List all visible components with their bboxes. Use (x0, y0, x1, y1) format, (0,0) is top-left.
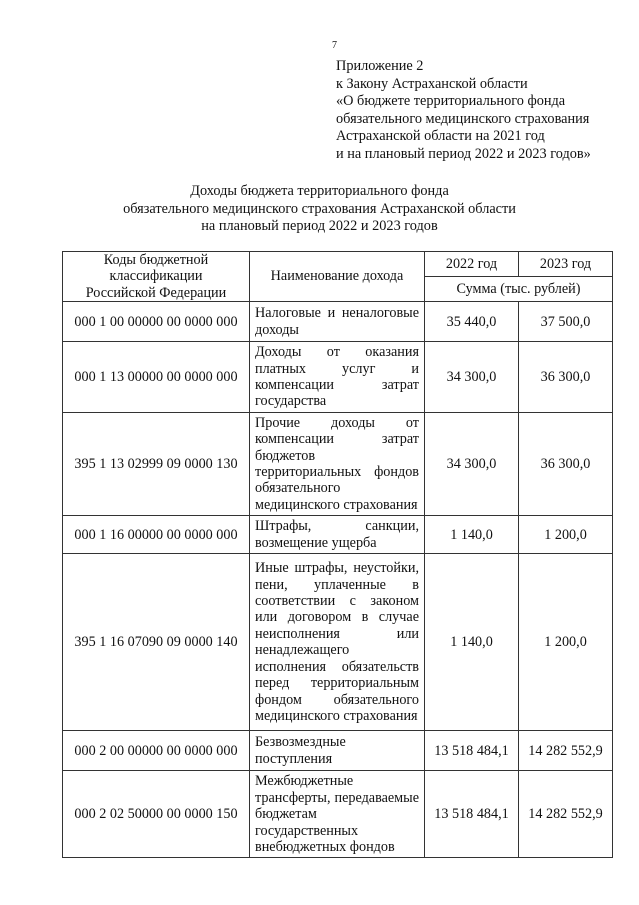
appendix-line: Приложение 2 (336, 58, 424, 74)
row-name: Иные штрафы, неустойки, пени, уплаченные в соответствии с законом или договором в случае неисполнения или ненадлежащего исполнения обязательств перед территориальным фондом обязательного медицинского страхования (250, 554, 425, 731)
codes-column-header: Коды бюджетной классификации Российской Федерации (63, 252, 250, 302)
row-code: 395 1 13 02999 09 0000 130 (63, 412, 250, 515)
row-code: 000 2 02 50000 00 0000 150 (63, 771, 250, 858)
row-value-2022: 13 518 484,1 (425, 771, 519, 858)
row-value-2022: 1 140,0 (425, 516, 519, 554)
row-value-2023: 36 300,0 (519, 342, 613, 413)
table-row (63, 771, 613, 858)
row-value-2023: 36 300,0 (519, 412, 613, 515)
table-row (63, 554, 613, 731)
appendix-line: обязательного медицинского страхования (336, 110, 590, 127)
sum-unit-header: Сумма (тыс. рублей) (425, 277, 613, 302)
row-name: Безвозмездные поступления (250, 731, 425, 771)
row-value-2023: 37 500,0 (519, 302, 613, 342)
row-value-2022: 35 440,0 (425, 302, 519, 342)
appendix-line: к Закону Астраханской области (336, 75, 528, 92)
title-line: обязательного медицинского страхования Астраханской области (123, 200, 516, 217)
year-2023-header: 2023 год (519, 252, 613, 277)
title-line: на плановый период 2022 и 2023 годов (201, 218, 438, 234)
row-value-2023: 14 282 552,9 (519, 731, 613, 771)
row-code: 000 1 13 00000 00 0000 000 (63, 342, 250, 413)
year-2022-header: 2022 год (425, 252, 519, 277)
row-name: Штрафы, санкции, возмещение ущерба (250, 516, 425, 554)
row-name: Межбюджетные трансферты, передаваемые бюджетам государственных внебюджетных фондов (250, 771, 425, 858)
table-row (63, 342, 613, 413)
name-column-header: Наименование дохода (250, 252, 425, 302)
table-row (63, 516, 613, 554)
row-name: Прочие доходы от компенсации затрат бюджетов территориальных фондов обязательного медицинского страхования (250, 412, 425, 515)
row-value-2023: 14 282 552,9 (519, 771, 613, 858)
title-line: Доходы бюджета территориального фонда (190, 183, 449, 199)
income-table (62, 251, 613, 858)
row-value-2023: 1 200,0 (519, 554, 613, 731)
row-value-2022: 34 300,0 (425, 412, 519, 515)
document-title (0, 183, 639, 236)
row-value-2022: 1 140,0 (425, 554, 519, 731)
row-code: 000 1 00 00000 00 0000 000 (63, 302, 250, 342)
row-name: Налоговые и неналоговые доходы (250, 302, 425, 342)
appendix-line: Астраханской области на 2021 год (336, 128, 545, 145)
row-value-2022: 34 300,0 (425, 342, 519, 413)
row-code: 395 1 16 07090 09 0000 140 (63, 554, 250, 731)
page-number: 7 (332, 40, 337, 51)
row-value-2022: 13 518 484,1 (425, 731, 519, 771)
table-row (63, 731, 613, 771)
appendix-line: и на плановый период 2022 и 2023 годов» (336, 145, 591, 162)
row-value-2023: 1 200,0 (519, 516, 613, 554)
row-name: Доходы от оказания платных услуг и компенсации затрат государства (250, 342, 425, 413)
table-row (63, 302, 613, 342)
row-code: 000 2 00 00000 00 0000 000 (63, 731, 250, 771)
appendix-block (336, 58, 591, 164)
row-code: 000 1 16 00000 00 0000 000 (63, 516, 250, 554)
table-row (63, 412, 613, 515)
appendix-line: «О бюджете территориального фонда (336, 93, 566, 110)
